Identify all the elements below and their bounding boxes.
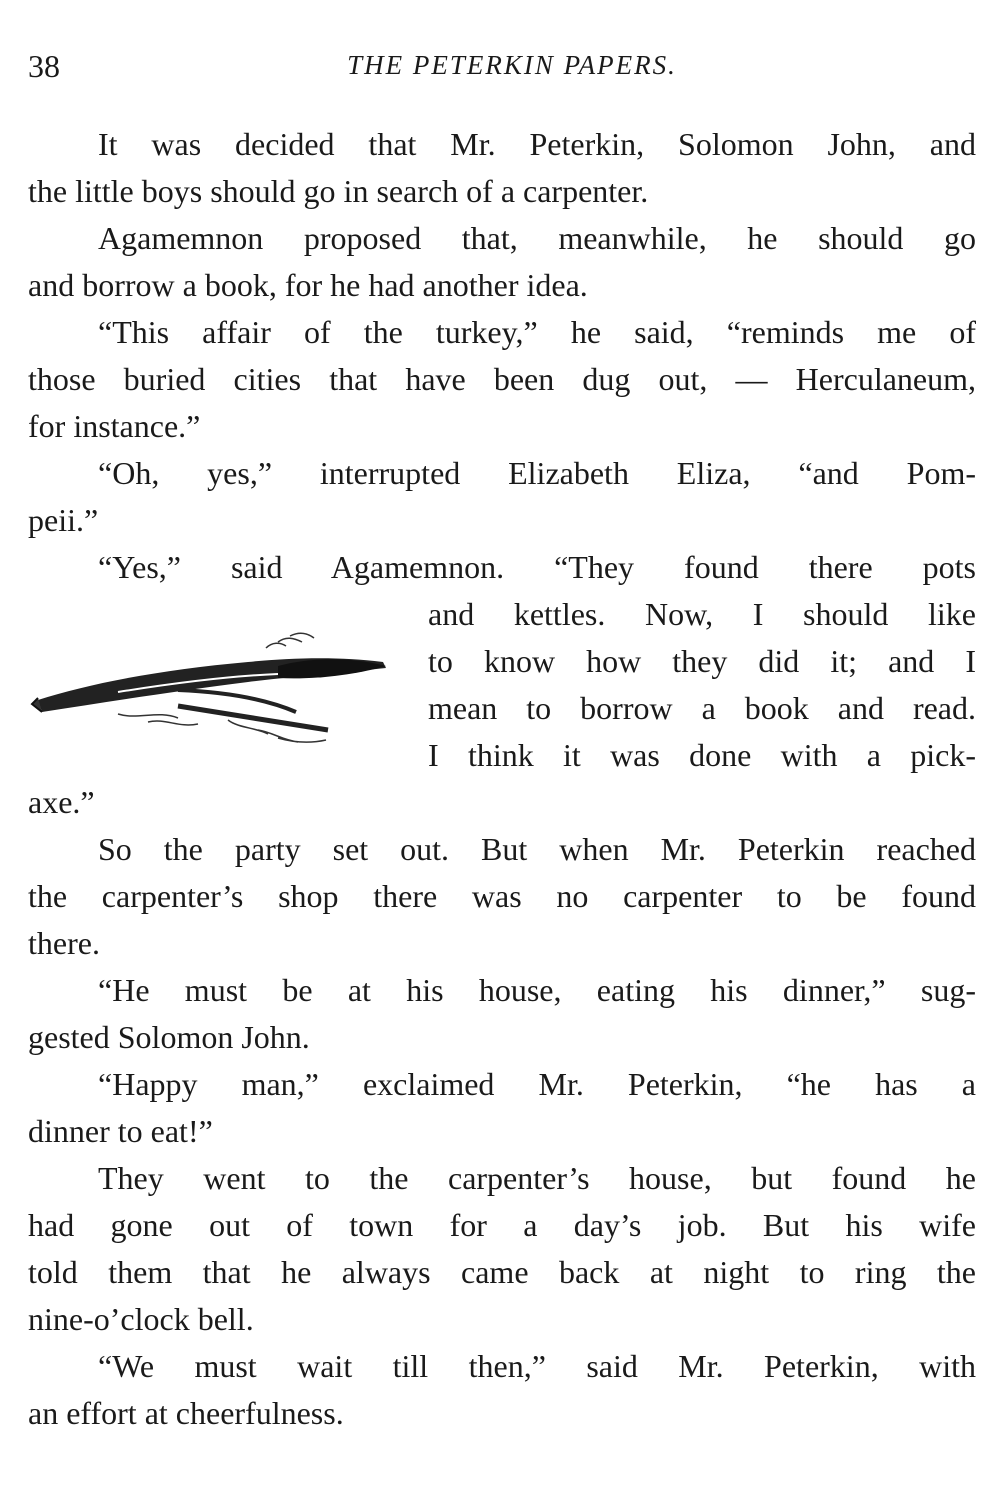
- text-line: nine-o’clock bell.: [28, 1301, 254, 1337]
- text-line: I think it was done with a pick-: [428, 737, 976, 773]
- page-number: 38: [28, 48, 60, 84]
- text-line: “This affair of the turkey,” he said, “reminds me of: [98, 314, 976, 350]
- text-line: an effort at cheerfulness.: [28, 1395, 344, 1431]
- text-line: gested Solomon John.: [28, 1019, 310, 1055]
- running-title: THE PETERKIN PAPERS.: [347, 50, 677, 80]
- text-line: “Happy man,” exclaimed Mr. Peterkin, “he has a: [98, 1066, 976, 1102]
- text-line: “Yes,” said Agamemnon. “They found there pots: [98, 549, 976, 585]
- text-line: the little boys should go in search of a carpenter.: [28, 173, 649, 209]
- text-line: axe.”: [28, 784, 95, 820]
- text-line: “Oh, yes,” interrupted Elizabeth Eliza, “and Pom-: [98, 455, 976, 491]
- text-line: for instance.”: [28, 408, 201, 444]
- text-line: had gone out of town for a day’s job. But his wife: [28, 1207, 976, 1243]
- text-line: and borrow a book, for he had another idea.: [28, 267, 588, 303]
- text-line: They went to the carpenter’s house, but found he: [98, 1160, 976, 1196]
- text-line: mean to borrow a book and read.: [428, 690, 976, 726]
- text-line: “We must wait till then,” said Mr. Peterkin, with: [98, 1348, 976, 1384]
- page-header: [28, 48, 976, 88]
- text-line: Agamemnon proposed that, meanwhile, he should go: [98, 220, 976, 256]
- text-line: It was decided that Mr. Peterkin, Solomon John, and: [98, 126, 976, 162]
- text-line: So the party set out. But when Mr. Peterkin reached: [98, 831, 976, 867]
- text-line: the carpenter’s shop there was no carpenter to be found: [28, 878, 976, 914]
- text-line: told them that he always came back at night to ring the: [28, 1254, 976, 1290]
- text-line: peii.”: [28, 502, 99, 538]
- text-line: to know how they did it; and I: [428, 643, 976, 679]
- text-line: those buried cities that have been dug out, — Herculaneum,: [28, 361, 976, 397]
- text-line: there.: [28, 925, 100, 961]
- text-line: and kettles. Now, I should like: [428, 596, 976, 632]
- text-line: dinner to eat!”: [28, 1113, 213, 1149]
- text-line: “He must be at his house, eating his dinner,” sug-: [98, 972, 976, 1008]
- body-text: [28, 121, 976, 1437]
